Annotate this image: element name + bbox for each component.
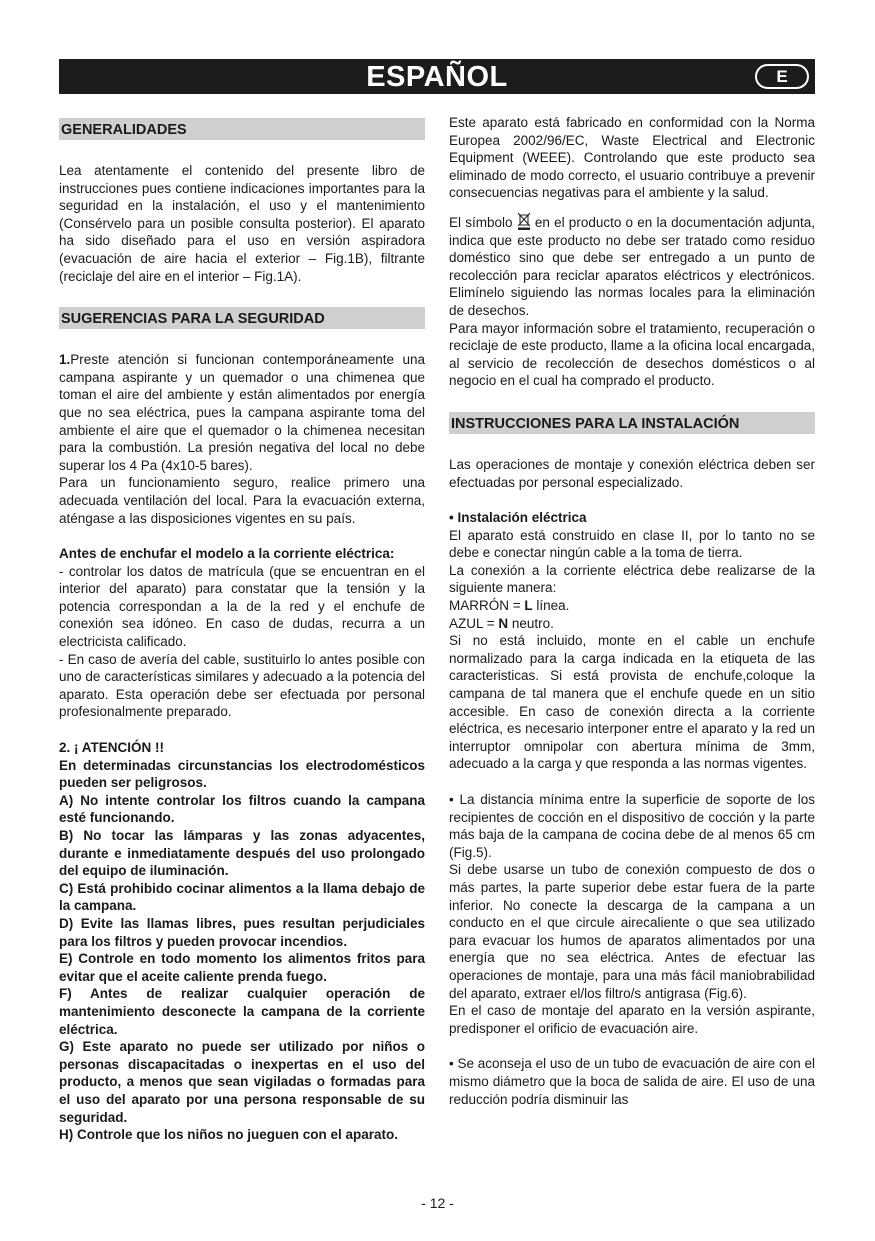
elec-paragraph-1: El aparato está construido en clase II, por lo tanto no se debe e conectar ningún cable a la toma de tierra. bbox=[449, 527, 815, 561]
atencion-item-e: E) Controle en todo momento los alimentos fritos para evitar que el aceite caliente prenda fuego. bbox=[59, 951, 425, 984]
atencion-item-a: A) No intente controlar los filtros cuando la campana esté funcionando. bbox=[59, 792, 425, 826]
left-column bbox=[59, 114, 425, 1144]
atencion-item-b: B) No tocar las lámparas y las zonas adyacentes, durante e inmediatamente después del uso prolongado del equipo de iluminación. bbox=[59, 828, 425, 879]
atencion-item-d: D) Evite las llamas libres, pues resultan perjudiciales para los filtros y pueden provocar incendios. bbox=[59, 915, 425, 949]
wire-brown: MARRÓN = L línea. bbox=[449, 598, 570, 614]
weee-paragraph-3: Para mayor información sobre el tratamiento, recuperación o reciclaje de este producto, llame a la oficina local encargada, al servicio de recolección de desechos domésticos o al negocio en el cual ha comprado el producto. bbox=[449, 320, 815, 389]
right-column bbox=[449, 114, 815, 1108]
page-number: - 12 - bbox=[421, 1195, 454, 1211]
distance-paragraph-3: En el caso de montaje del aparato en la versión aspirante, predisponer el orificio de evacuación aire. bbox=[449, 1003, 815, 1036]
section-title-instalacion: INSTRUCCIONES PARA LA INSTALACIÓN bbox=[449, 412, 815, 434]
section-title-generalidades: GENERALIDADES bbox=[59, 118, 425, 140]
crossed-bin-icon bbox=[517, 212, 531, 230]
instalacion-intro: Las operaciones de montaje y conexión eléctrica deben ser efectuadas por personal especializado. bbox=[449, 456, 815, 490]
seguridad-paragraph-1: 1.Preste atención si funcionan contemporáneamente una campana aspirante y un quemador o una chimenea que toman el aire del ambiente y están alimentados por energía que no sea eléctrica, pues la campana aspirante toma del ambiente el aire que el quemador o la chimenea necesitan para la combustión. La presión negativa del local no debe superar los 4 Pa (4x10-5 bares). bbox=[59, 352, 425, 473]
distance-paragraph-1: • La distancia mínima entre la superficie de soporte de los recipientes de cocción en el dispositivo de cocción y la parte más baja de la campana de cocina debe de al menos 65 cm (Fig.5). bbox=[449, 792, 815, 860]
section-title-seguridad: SUGERENCIAS PARA LA SEGURIDAD bbox=[59, 307, 425, 329]
elec-heading: • Instalación eléctrica bbox=[449, 510, 587, 526]
tube-paragraph: • Se aconseja el uso de un tubo de evacuación de aire con el mismo diámetro que la boca de salida de aire. El uso de una reducción podría disminuir las bbox=[449, 1056, 815, 1107]
antes-item-1: - controlar los datos de matrícula (que se encuentran en el interior del aparato) para constatar que la tensión y la potencia correspondan a la de la red y el enchufe de conexión sea idóneo. En caso de dudas, recurra a un electricista calificado. bbox=[59, 563, 425, 650]
elec-paragraph-2: La conexión a la corriente eléctrica debe realizarse de la siguiente manera: bbox=[449, 562, 815, 596]
weee-paragraph-1: Este aparato está fabricado en conformidad con la Norma Europea 2002/96/EC, Waste Electrical and Electronic Equipment (WEEE). Controlando que este producto sea eliminado de modo correcto, el usuario contribuye a prevenir consecuencias negativas para el ambiente y la salud. bbox=[449, 115, 815, 201]
atencion-intro: En determinadas circunstancias los electrodomésticos pueden ser peligrosos. bbox=[59, 757, 425, 791]
page-header-banner bbox=[59, 59, 815, 94]
elec-paragraph-3: Si no está incluido, monte en el cable un enchufe normalizado para la carga indicada en la etiqueta de las caracteristicas. Si está provista de enchufe,coloque la campana de tal manera que el enchufe quede en un sitio accesible. En caso de conexión directa a la corriente eléctrica, es necesario interponer entre el aparato y la red un interruptor omnipolar con abertura mínima de 3mm, adecuado a la carga y que responda a las normas vigentes. bbox=[449, 633, 815, 772]
page-title: ESPAÑOL bbox=[366, 61, 508, 93]
antes-heading: Antes de enchufar el modelo a la corriente eléctrica: bbox=[59, 546, 395, 562]
atencion-title: 2. ¡ ATENCIÓN !! bbox=[59, 740, 164, 756]
generalidades-text: Lea atentamente el contenido del presente libro de instrucciones pues contiene indicaciones importantes para la seguridad en la instalación, el uso y el mantenimiento (Consérvelo para un posible consulta posterior). El aparato ha sido diseñado para el uso en versión aspiradora (evacuación de aire hacia el exterior – Fig.1B), filtrante (reciclaje del aire en el interior – Fig.1A). bbox=[59, 163, 425, 284]
antes-item-2: - En caso de avería del cable, sustituirlo lo antes posible con uno de características similares y adecuado a la potencia del aparato. Esta operación debe ser efectuada por personal profesionalmente preparado. bbox=[59, 651, 425, 720]
item-number: 1. bbox=[59, 352, 71, 368]
distance-paragraph-2: Si debe usarse un tubo de conexión compuesto de dos o más partes, la parte superior debe estar fuera de la parte inferior. No conecte la descarga de la campana a un conducto en el que circule airecaliente o que sea utilizado para evacuar los humos de aparatos alimentados por una energía que no sea eléctrica. Antes de efectuar las operaciones de montaje, para una más fácil maniobrabilidad del aparato, extraer el/los filtro/s antigrasa (Fig.6). bbox=[449, 862, 815, 1001]
atencion-item-c: C) Está prohibido cocinar alimentos a la llama debajo de la campana. bbox=[59, 880, 425, 914]
wire-blue: AZUL = N neutro. bbox=[449, 615, 554, 631]
language-badge: E bbox=[755, 64, 809, 89]
atencion-item-h: H) Controle que los niños no jueguen con el aparato. bbox=[59, 1127, 399, 1143]
atencion-item-g: G) Este aparato no puede ser utilizado por niños o personas discapacitadas o inexpertas en el uso del producto, a menos que sean vigiladas o formadas para el uso del aparato por una persona responsable de su seguridad. bbox=[59, 1039, 425, 1125]
weee-paragraph-2: El símbolo en el producto o en la documentación adjunta, indica que este producto no debe ser tratado como residuo doméstico sino que debe ser entregado a un punto de recolección para reciclar aparatos eléctricos y electrónicos. Elimínelo siguiendo las normas locales para la eliminación de desechos. bbox=[449, 212, 815, 320]
seguridad-paragraph-2: Para un funcionamiento seguro, realice primero una adecuada ventilación del local. Para la evacuación externa, aténgase a las disposiciones vigentes en su país. bbox=[59, 475, 425, 526]
atencion-item-f: F) Antes de realizar cualquier operación de mantenimiento desconecte la campana de la corriente eléctrica. bbox=[59, 986, 425, 1037]
